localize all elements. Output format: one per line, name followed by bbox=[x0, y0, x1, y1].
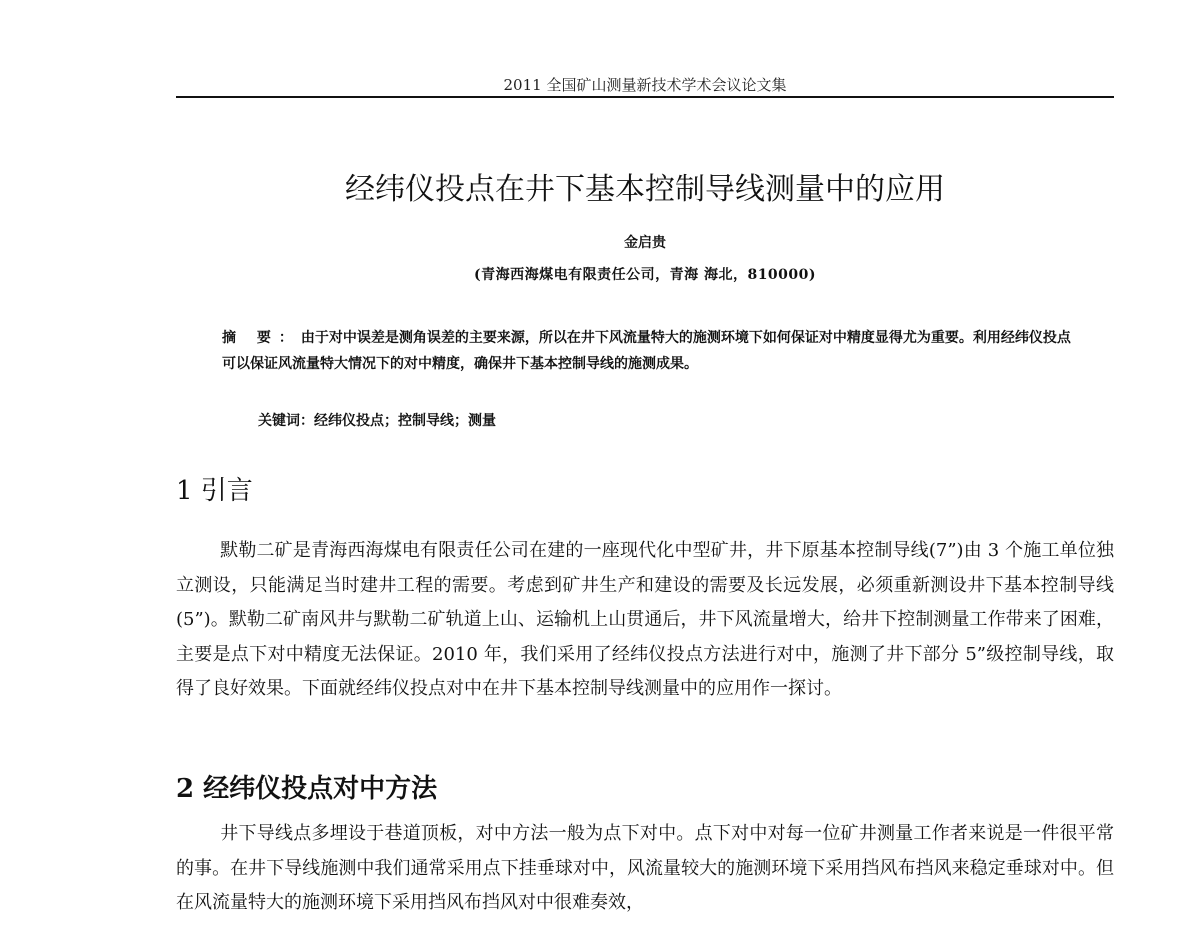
abstract bbox=[222, 325, 1072, 377]
keywords-text: 经纬仪投点；控制导线；测量 bbox=[314, 413, 496, 429]
section-1-heading: 1 引言 bbox=[176, 476, 253, 506]
running-header: 2011 全国矿山测量新技术学术会议论文集 bbox=[503, 76, 787, 94]
keywords-label: 关键词： bbox=[258, 413, 314, 429]
keywords bbox=[258, 410, 1058, 430]
paper-author: 金启贵 bbox=[624, 235, 666, 251]
header-rule bbox=[176, 96, 1114, 98]
abstract-text: 由于对中误差是测角误差的主要来源，所以在井下风流量特大的施测环境下如何保证对中精度显得尤为重要。利用经纬仪投点可以保证风流量特大情况下的对中精度，确保井下基本控制导线的施测成果。 bbox=[222, 330, 1071, 372]
section-2-heading: 2 经纬仪投点对中方法 bbox=[176, 774, 438, 804]
section-2-paragraph bbox=[176, 817, 1114, 921]
section-2-paragraph-text: 井下导线点多埋设于巷道顶板，对中方法一般为点下对中。点下对中对每一位矿井测量工作者来说是一件很平常的事。在井下导线施测中我们通常采用点下挂垂球对中，风流量较大的施测环境下采用挡风布挡风来稳定垂球对中。但在风流量特大的施测环境下采用挡风布挡风对中很难奏效， bbox=[176, 823, 1114, 913]
section-1-paragraph-text: 默勒二矿是青海西海煤电有限责任公司在建的一座现代化中型矿井，井下原基本控制导线(7”)由 3 个施工单位独立测设，只能满足当时建井工程的需要。考虑到矿井生产和建设的需要及长远发展，必须重新测设井下基本控制导线(5”)。默勒二矿南风井与默勒二矿轨道上山、运输机上山贯通后，井下风流量增大，给井下控制测量工作带来了困难，主要是点下对中精度无法保证。2010 年，我们采用了经纬仪投点方法进行对中，施测了井下部分 5”级控制导线，取得了良好效果。下面就经纬仪投点对中在井下基本控制导线测量中的应用作一探讨。 bbox=[176, 540, 1114, 699]
paper-affiliation: (青海西海煤电有限责任公司，青海 海北，810000) bbox=[473, 267, 817, 283]
section-1-paragraph bbox=[176, 534, 1114, 707]
paper-title: 经纬仪投点在井下基本控制导线测量中的应用 bbox=[345, 172, 945, 207]
abstract-label: 摘 要： bbox=[222, 330, 301, 346]
